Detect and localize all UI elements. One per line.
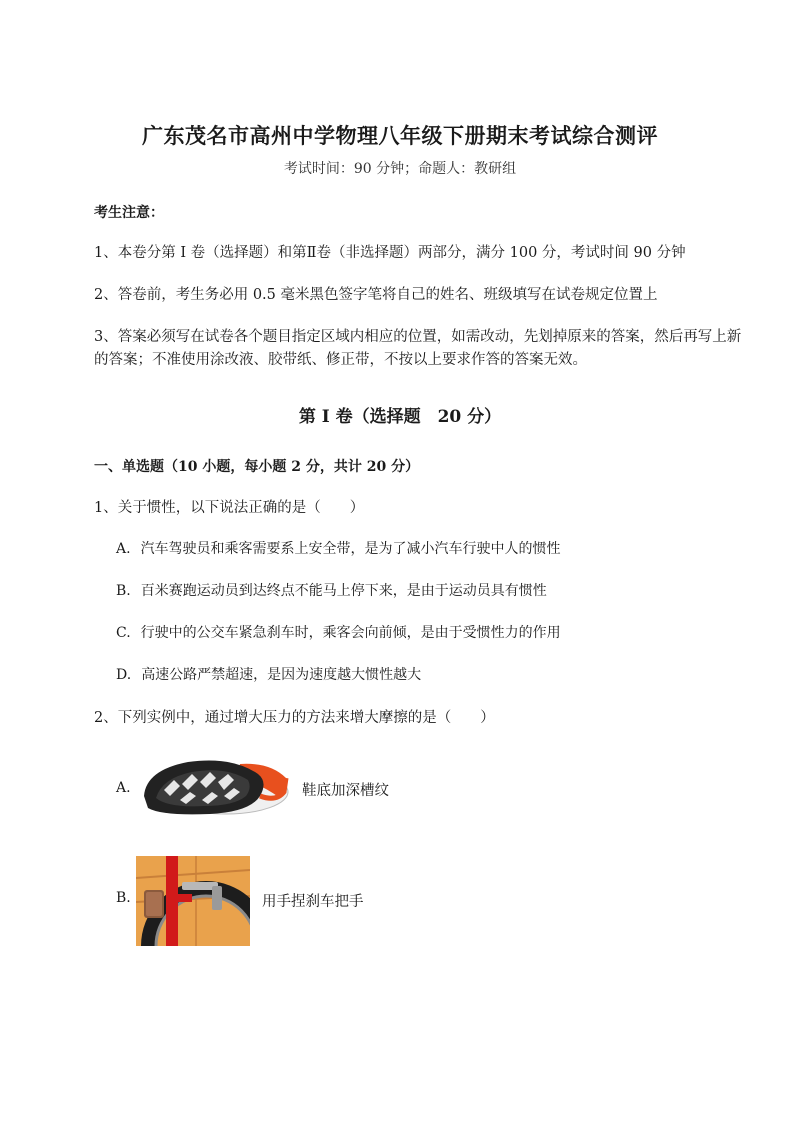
question-2-option-b-letter: B. — [116, 890, 131, 906]
note-item-1: 1、本卷分第 I 卷（选择题）和第Ⅱ卷（非选择题）两部分，满分 100 分，考试时间 90 分钟 — [94, 245, 686, 261]
question-2-option-a-letter: A. — [116, 780, 131, 796]
option-text: 汽车驾驶员和乘客需要系上安全带，是为了减小汽车行驶中人的惯性 — [140, 541, 561, 557]
question-1-option-c — [116, 622, 561, 642]
option-letter: A. — [116, 541, 131, 557]
question-1-stem: 1、关于惯性，以下说法正确的是（ ） — [94, 500, 365, 516]
section-subtitle: 一、单选题（10 小题，每小题 2 分，共计 20 分） — [94, 459, 420, 475]
option-letter: D. — [116, 667, 132, 683]
option-letter: C. — [116, 625, 131, 641]
question-1-option-d — [116, 664, 421, 684]
note-item-2: 2、答卷前，考生务必用 0.5 毫米黑色签字笔将自己的姓名、班级填写在试卷规定位置上 — [94, 287, 658, 303]
bicycle-brake-image — [136, 856, 250, 946]
question-1-option-b — [116, 580, 547, 600]
note-item-3: 3、答案必须写在试卷各个题目指定区域内相应的位置，如需改动，先划掉原来的答案，然后再写上新的答案；不准使用涂改液、胶带纸、修正带，不按以上要求作答的答案无效。 — [94, 329, 742, 368]
exam-subtitle: 考试时间：90 分钟；命题人：教研组 — [283, 161, 517, 177]
shoe-sole-image — [140, 752, 290, 824]
option-text: 百米赛跑运动员到达终点不能马上停下来，是由于运动员具有惯性 — [140, 583, 547, 599]
question-1-option-a — [116, 538, 561, 558]
notes-heading: 考生注意： — [94, 205, 164, 221]
option-text: 行驶中的公交车紧急刹车时，乘客会向前倾，是由于受惯性力的作用 — [140, 625, 561, 641]
option-text: 高速公路严禁超速，是因为速度越大惯性越大 — [141, 667, 422, 683]
question-2-stem: 2、下列实例中，通过增大压力的方法来增大摩擦的是（ ） — [94, 710, 495, 726]
exam-title: 广东茂名市高州中学物理八年级下册期末考试综合测评 — [142, 123, 658, 148]
question-2-option-a-text: 鞋底加深槽纹 — [302, 783, 389, 799]
option-letter: B. — [116, 583, 131, 599]
question-2-option-b-text: 用手捏刹车把手 — [262, 894, 364, 910]
section-title: 第 I 卷（选择题 20 分） — [298, 407, 502, 427]
